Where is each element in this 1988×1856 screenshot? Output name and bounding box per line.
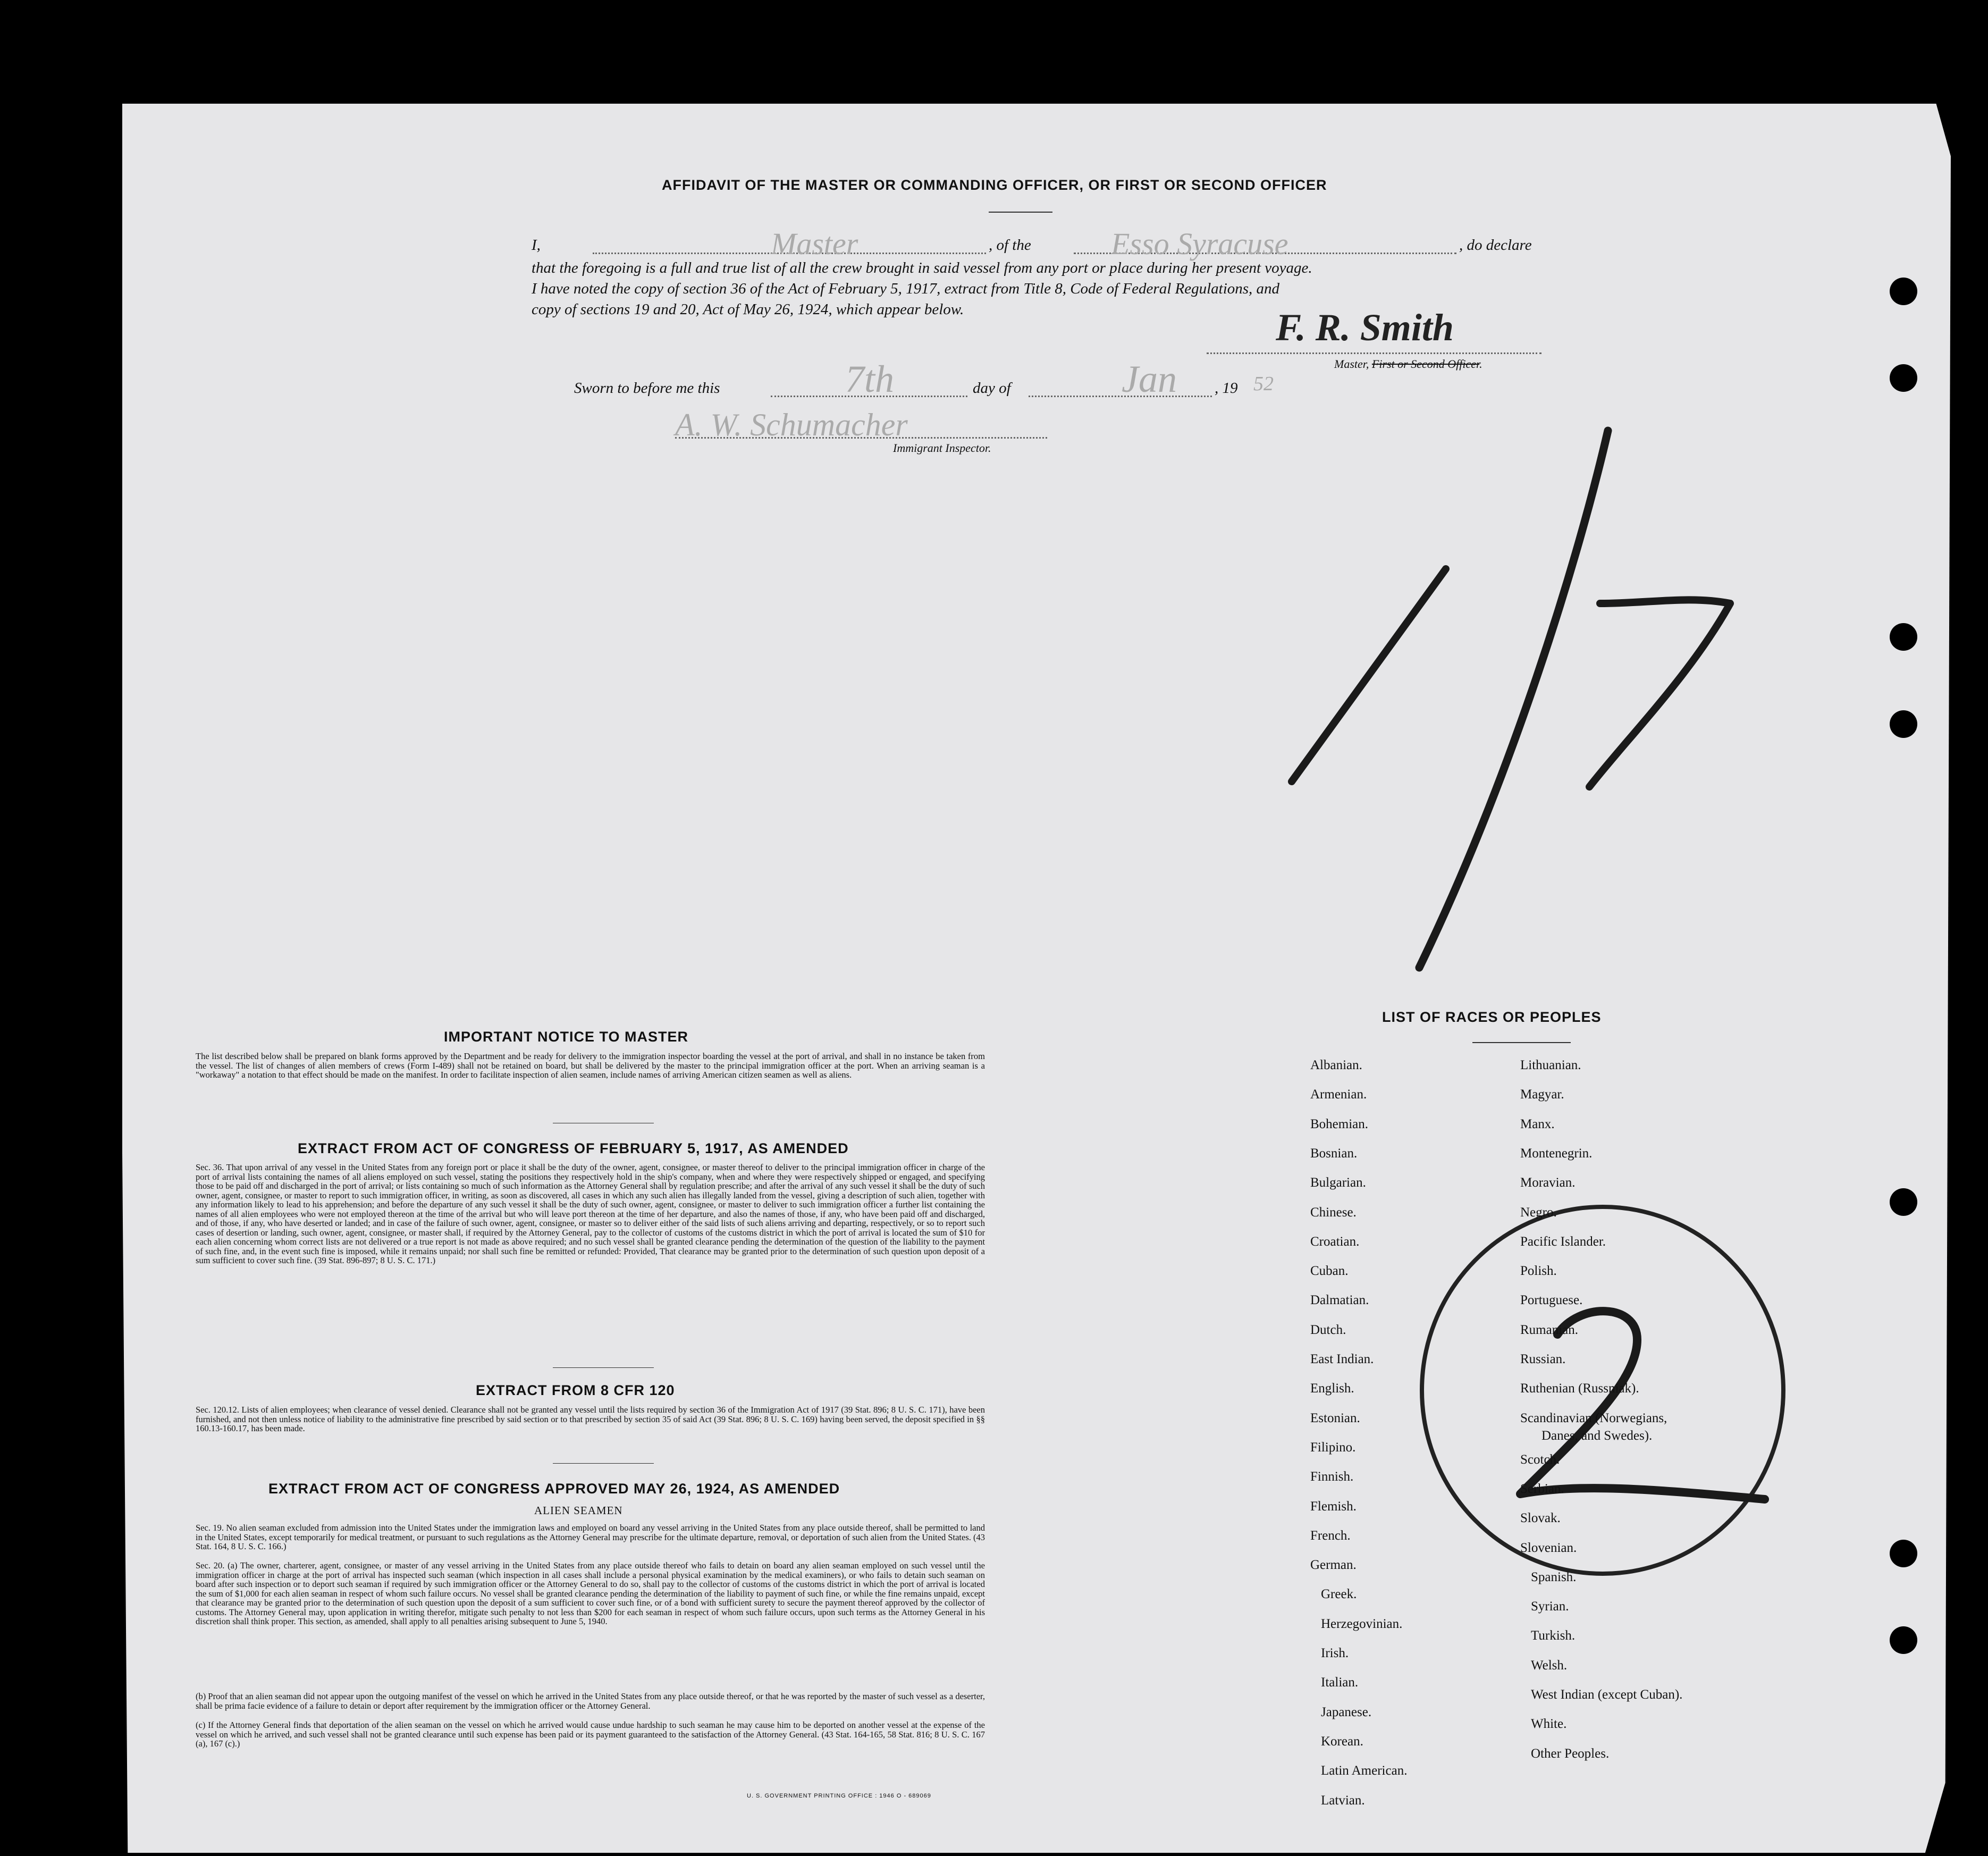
race-item: Turkish.: [1531, 1628, 1576, 1643]
extract-1924-subtitle: ALIEN SEAMEN: [534, 1504, 623, 1517]
race-item: Greek.: [1321, 1587, 1357, 1602]
punch-hole: [1890, 710, 1917, 738]
affidavit-line-4: copy of sections 19 and 20, Act of May 26, 1924, which appear below.: [532, 301, 964, 318]
race-item: East Indian.: [1310, 1352, 1374, 1366]
race-item: Rumanian.: [1520, 1322, 1579, 1337]
race-item: Italian.: [1321, 1675, 1359, 1690]
race-item: Herzegovinian.: [1321, 1616, 1403, 1631]
master-signature: F. R. Smith: [1276, 306, 1454, 349]
race-item: Scotch.: [1520, 1452, 1560, 1467]
marker-slash-long: [1419, 431, 1608, 968]
affidavit-line-1: I,: [532, 237, 541, 254]
sworn-day-handwritten: 7th: [845, 358, 895, 400]
race-item: Croatian.: [1310, 1234, 1360, 1249]
extract-1924-sec20b: (b) Proof that an alien seaman did not appear upon the outgoing manifest of the vessel on which he arrived in the United States from any place outside thereof, or that he was reported by the master of such vessel as a deserter, shall be prima facie evidence of a failure to detain or deport after requirement by the immigration officer or the Attorney General.: [196, 1691, 985, 1711]
divider: [553, 1367, 654, 1368]
race-item: Danes, and Swedes).: [1541, 1428, 1653, 1443]
year-label: , 19: [1215, 380, 1238, 397]
extract-cfr-title: EXTRACT FROM 8 CFR 120: [476, 1382, 675, 1398]
signature-line: [1207, 352, 1541, 354]
race-item: Moravian.: [1520, 1175, 1576, 1190]
race-item: English.: [1310, 1381, 1354, 1396]
race-item: German.: [1310, 1558, 1357, 1573]
race-item: Scandinavian (Norwegians,: [1520, 1410, 1667, 1425]
race-item: Magyar.: [1520, 1087, 1564, 1102]
race-item: Spanish.: [1531, 1569, 1577, 1584]
race-item: Korean.: [1321, 1734, 1363, 1749]
extract-1917-title: EXTRACT FROM ACT OF CONGRESS OF FEBRUARY 5, 1917, AS AMENDED: [298, 1140, 849, 1156]
race-item: Finnish.: [1310, 1469, 1354, 1484]
inspector-caption: Immigrant Inspector.: [893, 441, 991, 455]
race-item: Syrian.: [1531, 1599, 1569, 1614]
race-item: Ruthenian (Russniak).: [1520, 1381, 1639, 1396]
inspector-line: [675, 437, 1047, 439]
marker-slash-short: [1292, 569, 1446, 782]
race-item: Lithuanian.: [1520, 1058, 1581, 1072]
sworn-label: Sworn to before me this: [574, 380, 720, 397]
race-item: Manx.: [1520, 1116, 1555, 1131]
day-of-label: day of: [973, 380, 1011, 397]
race-item: Bohemian.: [1310, 1116, 1369, 1131]
race-item: Latvian.: [1321, 1793, 1365, 1808]
divider: [553, 1463, 654, 1464]
race-item: Russian.: [1520, 1352, 1566, 1366]
race-item: Dutch.: [1310, 1322, 1346, 1337]
race-item: Chinese.: [1310, 1205, 1357, 1220]
race-item: Latin American.: [1321, 1763, 1408, 1778]
punch-hole: [1890, 1188, 1917, 1216]
race-item: Montenegrin.: [1520, 1146, 1593, 1161]
punch-hole: [1890, 1540, 1917, 1567]
race-item: Pacific Islander.: [1520, 1234, 1606, 1249]
extract-1924-sec20a: Sec. 20. (a) The owner, charterer, agent, consignee, or master of any vessel arriving in the United States from any place outside thereof who fails to detain on board any alien seaman employed on such vessel until the immigration officer in charge at the port of arrival has inspected such seaman (which inspection in all cases shall include a personal physical examination by the medical examiners), or who fails to detain such seaman on board after such inspection or to deport such seaman if required by such immigration officer or the Attorney General to do so, shall pay to the collector of customs of the customs district in which the port of arrival is located the sum of $1,000 for each alien seaman in respect of whom such failure occurs. No vessel shall be granted clearance pending the determination of the liability to payment of such fine, or while the fine remains unpaid, except that clearance may be granted prior to the determination of such question upon the deposit of a sum sufficient to cover such fine, or of a bond with sufficient surety to secure the payment thereof approved by the collector of customs. The Attorney General may, upon application in writing therefor, mitigate such penalty to not less than $200 for each seaman in respect of whom such failure occurs, upon such terms as the Attorney General in his discretion shall think proper. This section, as amended, shall apply to all penalties arising subsequent to June 5, 1940.: [196, 1560, 985, 1626]
annotation-two: [1520, 1311, 1765, 1499]
notice-title: IMPORTANT NOTICE TO MASTER: [444, 1029, 688, 1045]
divider: [989, 212, 1052, 213]
extract-1917-text: Sec. 36. That upon arrival of any vessel in the United States from any foreign port or place it shall be the duty of the owner, agent, consignee, or master thereof to deliver to the principal immigration officer in charge of the port of arrival lists containing the names of all aliens employed on such vessel, stating the positions they respectively hold in the ship's company, when and where they were respectively shipped or engaged, and specifying those to be paid off and discharged in the port of arrival; or lists containing so much of such information as the Attorney General shall by regulation prescribe; and after the arrival of any such vessel it shall be the duty of such owner, agent, consignee, or master to report to such immigration officer, in writing, as soon as discovered, all cases in which any such alien has illegally landed from the vessel, giving a description of such alien, together with any information likely to lead to his apprehension; and before the departure of any such vessel it shall be the duty of such owner, agent, consignee, or master to deliver to such immigration officer a further list containing the names of all alien employees who were not employed thereon at the time of the arrival but who will leave port thereon at the time of her departure, and also the names of those, if any, who have been paid off and discharged, and of those, if any, who have deserted or landed; and in case of the failure of such owner, agent, consignee, or master so to deliver either of the said lists of such aliens arriving and departing, respectively, or so to report such cases of desertion or landing, such owner, agent, consignee, or master shall, if required by the Attorney General, pay to the collector of customs of the customs district in which the port of arrival is located the sum of $10 for each alien concerning whom correct lists are not delivered or a true report is not made as above required; and no such vessel shall be granted clearance pending the determination of the question of the liability to the payment of such fine, and, in the event such fine is imposed, while it remains unpaid; nor shall such fine be remitted or refunded: Provided, That clearance may be granted prior to the determination of such question upon deposit of a sum sufficient to cover such fine. (39 Stat. 896-897; 8 U. S. C. 171.): [196, 1162, 985, 1265]
race-item: Cuban.: [1310, 1264, 1349, 1279]
punch-hole: [1890, 364, 1917, 392]
race-item: White.: [1531, 1717, 1567, 1732]
affidavit-line-3: I have noted the copy of section 36 of the Act of February 5, 1917, extract from Title 8, Code of Federal Regulations, and: [532, 280, 1280, 297]
race-item: Slovak.: [1520, 1511, 1561, 1526]
race-item: Slovenian.: [1520, 1540, 1577, 1555]
race-item: Negro.: [1520, 1205, 1557, 1220]
of-the-label: , of the: [989, 237, 1031, 254]
signature-caption: Master, First or Second Officer.: [1334, 357, 1482, 371]
punch-hole: [1890, 1626, 1917, 1654]
extract-1924-title: EXTRACT FROM ACT OF CONGRESS APPROVED MAY 26, 1924, AS AMENDED: [268, 1481, 840, 1497]
extract-1924-sec19: Sec. 19. No alien seaman excluded from admission into the United States under the immigration laws and employed on board any vessel arriving in the United States from any place outside thereof, shall be permitted to land in the United States, except temporarily for medical treatment, or pursuant to such regulations as the Attorney General may prescribe for the ultimate departure, removal, or deportation of such alien from the United States. (43 Stat. 164, 8 U. S. C. 166.): [196, 1523, 985, 1551]
do-declare-label: , do declare: [1459, 237, 1532, 254]
sworn-month-field: [1029, 396, 1212, 397]
race-item: Other Peoples.: [1531, 1746, 1610, 1761]
printing-office-footer: U. S. GOVERNMENT PRINTING OFFICE : 1946 O - 689069: [747, 1793, 931, 1799]
marker-seven: [1589, 600, 1730, 787]
race-item: French.: [1310, 1528, 1351, 1543]
race-item: Irish.: [1321, 1646, 1349, 1660]
punch-hole: [1890, 278, 1917, 305]
rank-handwritten: Master: [771, 226, 858, 261]
race-item: Welsh.: [1531, 1658, 1568, 1673]
race-item: Dalmatian.: [1310, 1293, 1369, 1308]
race-item: Flemish.: [1310, 1499, 1357, 1514]
punch-hole: [1890, 623, 1917, 651]
race-item: Portuguese.: [1520, 1293, 1583, 1308]
page-marker-annotation: [1276, 420, 1754, 978]
race-item: Armenian.: [1310, 1087, 1367, 1102]
race-item: Serbian.: [1520, 1481, 1564, 1496]
race-item: Bosnian.: [1310, 1146, 1358, 1161]
extract-cfr-text: Sec. 120.12. Lists of alien employees; when clearance of vessel denied. Clearance shall not be granted any vessel until the lists required by section 36 of the Immigration Act of 1917 (39 Stat. 896; 8 U. S. C. 171), have been furnished, and not then unless notice of liability to the administrative fine prescribed by said section or to that prescribed by section 35 of said Act (39 Stat. 896; 8 U. S. C. 169) having been served, the deposit specified in §§ 160.13-160.17, has been made.: [196, 1405, 985, 1433]
affidavit-title: AFFIDAVIT OF THE MASTER OR COMMANDING OFFICER, OR FIRST OR SECOND OFFICER: [662, 177, 1327, 193]
races-title: LIST OF RACES OR PEOPLES: [1382, 1009, 1602, 1025]
vessel-handwritten: Esso Syracuse: [1111, 226, 1288, 261]
inspector-signature: A. W. Schumacher: [675, 407, 908, 442]
race-item: West Indian (except Cuban).: [1531, 1687, 1683, 1702]
divider: [1472, 1042, 1571, 1043]
race-item: Estonian.: [1310, 1410, 1360, 1425]
notice-text: The list described below shall be prepared on blank forms approved by the Department and be ready for delivery to the immigration inspector boarding the vessel at the port of arrival, and shall in no instance be taken from the vessel. The list of changes of alien members of crews (Form I-489) shall not be retained on board, but shall be delivered by the master to the principal immigration officer at the port. When an arriving seaman is a "workaway" a notation to that effect should be made on the manifest. In order to facilitate inspection of alien seamen, include names of arriving American citizen seamen as well as aliens.: [196, 1051, 985, 1080]
affidavit-line-2: that the foregoing is a full and true list of all the crew brought in said vessel from any port or place during her present voyage.: [532, 259, 1312, 276]
extract-1924-sec20c: (c) If the Attorney General finds that deportation of the alien seaman on the vessel on which he arrived would cause undue hardship to such seaman he may cause him to be deported on another vessel at the expense of the vessel on which he arrived, and such vessel shall not be granted clearance until such expense has been paid or its payment guaranteed to the satisfaction of the Attorney General. (43 Stat. 164-165, 58 Stat. 816; 8 U. S. C. 167 (a), 167 (c).): [196, 1720, 985, 1749]
race-item: Japanese.: [1321, 1704, 1372, 1719]
race-item: Polish.: [1520, 1264, 1557, 1279]
race-item: Filipino.: [1310, 1440, 1356, 1455]
sworn-month-handwritten: Jan: [1122, 358, 1177, 400]
race-item: Albanian.: [1310, 1058, 1362, 1072]
race-item: Bulgarian.: [1310, 1175, 1366, 1190]
year-handwritten: 52: [1253, 373, 1274, 395]
